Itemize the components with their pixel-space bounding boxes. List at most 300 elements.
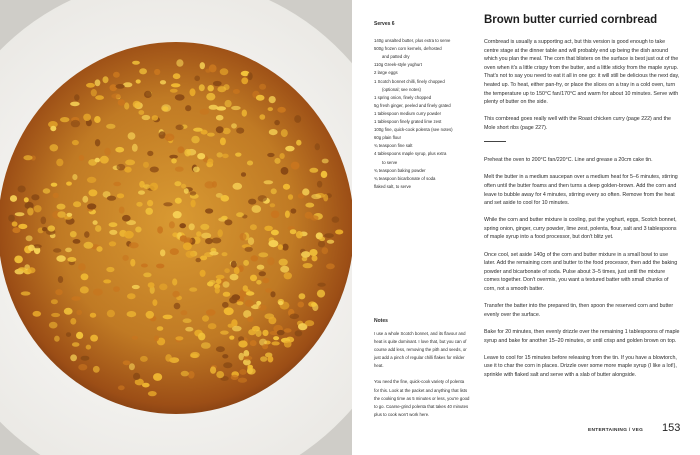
corn-kernel — [34, 205, 42, 212]
corn-kernel — [95, 225, 101, 232]
corn-kernel — [118, 99, 125, 106]
method-step: Preheat the oven to 200°C fan/220°C. Line and grease a 20cm cake tin. — [484, 157, 653, 164]
corn-kernel — [215, 287, 220, 293]
notes-section — [374, 330, 470, 427]
ingredient-line: to serve — [382, 159, 398, 165]
corn-kernel — [220, 331, 229, 335]
corn-kernel — [143, 184, 150, 189]
corn-kernel — [175, 198, 182, 204]
corn-kernel — [231, 319, 237, 327]
corn-kernel — [173, 73, 181, 79]
corn-kernel — [247, 316, 253, 322]
corn-kernel — [84, 231, 89, 238]
corn-kernel — [138, 110, 144, 115]
corn-kernel — [181, 184, 186, 189]
corn-kernel — [317, 283, 325, 287]
corn-kernel — [148, 391, 157, 396]
corn-kernel — [209, 251, 218, 255]
corn-kernel — [138, 190, 145, 194]
corn-kernel — [207, 133, 215, 137]
corn-kernel — [116, 84, 125, 89]
corn-kernel — [132, 144, 138, 152]
corn-kernel — [159, 284, 167, 291]
ingredient-line: 1 tablespoon finely grated lime zest — [374, 119, 442, 125]
corn-kernel — [239, 369, 246, 375]
corn-kernel — [296, 231, 303, 238]
corn-kernel — [321, 171, 328, 178]
corn-kernel — [174, 303, 181, 310]
corn-kernel — [178, 146, 185, 153]
corn-kernel — [305, 203, 314, 208]
corn-kernel — [156, 264, 164, 269]
corn-kernel — [198, 333, 205, 341]
corn-kernel — [136, 79, 141, 83]
corn-kernel — [133, 373, 140, 380]
corn-kernel — [217, 152, 223, 157]
corn-kernel — [181, 371, 189, 377]
corn-kernel — [83, 114, 91, 121]
corn-kernel — [113, 182, 121, 186]
corn-kernel — [74, 94, 79, 101]
corn-kernel — [312, 255, 318, 261]
corn-kernel — [93, 366, 100, 373]
corn-kernel — [81, 273, 89, 280]
corn-kernel — [248, 72, 253, 80]
method-step: Once cool, set aside 140g of the corn and butter mixture in a small bowl to use later. Add the remaining corn and butter to the food processor, then add the baking powder and bicarbonate of soda. Pulse about 3–5 times, just until the mixture comes together. Don't overmix, you want a textured batter with small chunks of corn, not a smooth batter. — [484, 251, 678, 293]
corn-kernel — [199, 84, 205, 91]
corn-kernel — [95, 139, 100, 146]
corn-kernel — [183, 242, 192, 250]
corn-kernel — [12, 227, 20, 233]
corn-kernel — [95, 158, 100, 163]
corn-kernel — [27, 267, 35, 273]
corn-kernel — [184, 149, 191, 157]
ingredient-line: 60g plain flour — [374, 135, 401, 141]
corn-kernel — [294, 115, 301, 123]
corn-kernel — [241, 77, 248, 84]
corn-kernel — [15, 212, 25, 216]
corn-kernel — [181, 310, 188, 315]
corn-kernel — [135, 227, 141, 233]
corn-kernel — [268, 107, 273, 111]
corn-kernel — [103, 279, 111, 283]
corn-kernel — [232, 326, 242, 332]
page-number: 153 — [662, 422, 681, 434]
corn-kernel — [301, 251, 310, 258]
corn-kernel — [317, 290, 325, 298]
corn-kernel — [95, 95, 104, 100]
corn-kernel — [232, 294, 241, 300]
corn-kernel — [269, 96, 276, 103]
corn-kernel — [210, 366, 216, 373]
corn-kernel — [60, 117, 69, 122]
corn-kernel — [191, 136, 199, 144]
corn-kernel — [193, 128, 203, 132]
corn-kernel — [332, 216, 340, 222]
corn-kernel — [185, 327, 193, 332]
corn-kernel — [18, 267, 26, 271]
corn-kernel — [175, 336, 183, 340]
corn-kernel — [284, 272, 292, 279]
corn-kernel — [196, 231, 201, 237]
corn-kernel — [322, 159, 329, 164]
corn-kernel — [220, 138, 226, 146]
corn-kernel — [216, 275, 225, 280]
ingredient-line: 500g frozen corn kernels, defrosted — [374, 46, 442, 52]
corn-kernel — [196, 258, 201, 262]
corn-kernel — [79, 155, 85, 161]
corn-kernel — [279, 153, 284, 159]
corn-kernel — [132, 285, 140, 289]
corn-kernel — [247, 368, 256, 375]
corn-kernel — [107, 310, 115, 317]
corn-kernel — [49, 322, 58, 329]
corn-kernel — [130, 259, 135, 267]
corn-kernel — [299, 293, 306, 299]
note-paragraph: I use a whole Scotch bonnet, and its flavour and heat is quite dominant. I love that, but you can of course add less, removing the pith and seeds, or just add a pinch of regular chilli flakes for milder heat. — [374, 331, 467, 369]
corn-kernel — [82, 196, 88, 203]
corn-kernel — [171, 158, 177, 163]
corn-kernel — [200, 224, 209, 230]
corn-kernel — [14, 256, 23, 264]
corn-kernel — [274, 120, 280, 125]
corn-kernel — [86, 83, 95, 88]
method-step: Bake for 20 minutes, then evenly drizzle over the remaining 1 tablespoons of maple syrup and bake for another 15–20 minutes, or until crisp and golden brown on top. — [484, 329, 680, 344]
corn-kernel — [150, 167, 159, 173]
notes-heading: Notes — [374, 318, 388, 324]
corn-kernel — [117, 193, 124, 198]
corn-kernel — [109, 222, 118, 227]
corn-kernel — [280, 266, 289, 273]
ingredient-line: ¾ teaspoon baking powder — [374, 167, 426, 173]
corn-kernel — [87, 203, 96, 209]
corn-kernel — [66, 213, 72, 217]
method-step: Leave to cool for 15 minutes before releasing from the tin. If you have a blowtorch, use it to char the corn in places. Drizzle over some more maple syrup (I like a lot!), sprinkle with flaked salt and serve with a slab of butter alongside. — [484, 354, 677, 378]
corn-kernel — [217, 86, 226, 92]
corn-kernel — [76, 332, 83, 339]
corn-kernel — [124, 231, 134, 239]
corn-kernel — [175, 94, 185, 100]
corn-kernel — [326, 263, 335, 269]
corn-kernel — [18, 224, 27, 229]
corn-kernel — [327, 240, 334, 244]
corn-kernel — [123, 360, 131, 365]
corn-kernel — [188, 371, 195, 379]
corn-kernel — [200, 62, 205, 69]
corn-kernel — [87, 177, 96, 183]
corn-kernel — [231, 123, 237, 128]
corn-kernel — [144, 91, 152, 98]
corn-kernel — [270, 203, 276, 207]
corn-kernel — [88, 189, 97, 196]
corn-kernel — [246, 291, 255, 295]
corn-kernel — [245, 300, 254, 307]
corn-kernel — [296, 140, 301, 146]
corn-kernel — [243, 285, 248, 291]
corn-kernel — [81, 356, 90, 361]
corn-kernel — [189, 287, 197, 291]
intro-paragraph: This cornbread goes really well with the Roast chicken curry (page 222) and the Mole short ribs (page 227). — [484, 116, 671, 131]
corn-kernel — [208, 85, 214, 91]
corn-kernel — [53, 193, 59, 199]
method-step: While the corn and butter mixture is cooling, put the yoghurt, eggs, Scotch bonnet, spring onion, ginger, curry powder, lime zest, polenta, flour, salt and 3 tablespoons of maple syrup into a food processor, but don't blitz yet. — [484, 217, 677, 241]
corn-kernel — [221, 216, 228, 220]
corn-kernel — [184, 188, 189, 194]
corn-kernel — [113, 72, 120, 78]
corn-kernel — [43, 188, 51, 193]
note-paragraph: You need the fine, quick-cook variety of polenta for this. Look at the packet and anything that lists the cooking time as 5 minutes or less, you're good to go. Coarse-grind polenta that takes 40 minutes plus to cook won't work here. — [374, 379, 470, 417]
corn-kernel — [279, 259, 288, 266]
corn-kernel — [234, 267, 240, 274]
ingredient-list — [374, 37, 466, 191]
corn-kernel — [28, 245, 35, 251]
corn-kernel — [33, 311, 42, 317]
corn-kernel — [259, 271, 266, 276]
corn-kernel — [220, 68, 229, 75]
corn-kernel — [290, 229, 297, 234]
corn-kernel — [205, 69, 210, 73]
corn-kernel — [147, 151, 153, 156]
corn-kernel — [41, 217, 47, 225]
corn-kernel — [191, 200, 196, 208]
corn-kernel — [205, 238, 213, 244]
corn-kernel — [152, 299, 157, 306]
corn-kernel — [221, 195, 230, 202]
corn-kernel — [222, 354, 228, 358]
corn-kernel — [324, 233, 334, 238]
ingredient-line: 4 tablespoons maple syrup, plus extra — [374, 151, 447, 157]
corn-kernel — [176, 125, 184, 131]
corn-kernel — [42, 227, 47, 231]
corn-kernel — [122, 215, 131, 222]
corn-kernel — [317, 181, 322, 188]
corn-kernel — [262, 278, 269, 283]
corn-kernel — [255, 330, 261, 337]
corn-kernel — [111, 93, 121, 98]
corn-kernel — [175, 167, 184, 172]
method-step: Transfer the batter into the prepared tin, then spoon the reserved corn and butter evenly over the surface. — [484, 303, 674, 318]
corn-kernel — [216, 346, 225, 352]
corn-kernel — [78, 364, 87, 370]
corn-kernel — [80, 286, 89, 293]
corn-kernel — [200, 109, 209, 115]
corn-kernel — [12, 221, 18, 226]
corn-kernel — [278, 244, 283, 250]
corn-kernel — [169, 221, 175, 228]
corn-kernel — [127, 311, 137, 317]
corn-kernel — [240, 233, 247, 241]
corn-kernel — [154, 69, 160, 75]
corn-kernel — [223, 281, 230, 287]
corn-kernel — [143, 273, 151, 278]
corn-kernel — [197, 153, 205, 159]
corn-kernel — [106, 124, 115, 129]
corn-kernel — [237, 301, 244, 305]
corn-kernel — [201, 342, 211, 349]
corn-kernel — [247, 161, 253, 166]
corn-kernel — [72, 174, 77, 180]
corn-kernel — [264, 180, 274, 184]
corn-kernel — [319, 237, 325, 241]
corn-kernel — [21, 291, 31, 295]
corn-kernel — [50, 144, 59, 151]
method-step: Melt the butter in a medium saucepan over a medium heat for 5–6 minutes, stirring often until the butter foams and then turns a deep golden-brown. Add the corn and leave to bubble away for 4 minutes, stirring every so often. Remove from the heat and set aside to cool for 10 minutes. — [484, 174, 678, 207]
corn-kernel — [176, 59, 183, 66]
corn-kernel — [106, 267, 114, 272]
corn-kernel — [186, 251, 195, 258]
corn-kernel — [277, 107, 286, 113]
corn-kernel — [72, 342, 80, 347]
corn-kernel — [141, 264, 148, 268]
corn-kernel — [90, 313, 96, 318]
corn-kernel — [309, 168, 318, 173]
corn-kernel — [258, 305, 266, 311]
corn-kernel — [109, 241, 116, 246]
corn-kernel — [238, 340, 247, 347]
corn-kernel — [103, 76, 109, 83]
corn-kernel — [248, 237, 254, 245]
corn-kernel — [142, 115, 151, 120]
corn-kernel — [94, 116, 101, 123]
corn-kernel — [278, 301, 283, 305]
corn-kernel — [251, 205, 261, 213]
corn-kernel — [208, 323, 217, 329]
corn-kernel — [172, 278, 177, 285]
corn-kernel — [86, 345, 91, 350]
corn-kernel — [335, 230, 343, 235]
corn-kernel — [159, 131, 166, 138]
corn-kernel — [277, 330, 285, 335]
corn-kernel — [230, 274, 239, 281]
ingredient-line: 2 large eggs — [374, 70, 398, 76]
corn-kernel — [24, 197, 29, 202]
corn-kernel — [274, 158, 280, 164]
corn-kernel — [27, 208, 33, 216]
corn-kernel — [129, 363, 135, 370]
corn-kernel — [23, 155, 32, 160]
corn-kernel — [57, 204, 66, 210]
corn-kernel — [117, 164, 126, 171]
corn-kernel — [218, 229, 223, 237]
corn-kernel — [216, 115, 224, 121]
corn-kernel — [271, 230, 279, 236]
ingredient-line: 110g Greek-style yoghurt — [374, 62, 422, 68]
corn-kernel — [250, 275, 257, 282]
corn-kernel — [256, 95, 265, 101]
corn-kernel — [70, 102, 80, 107]
section-label: ENTERTAINING / VEG — [588, 428, 644, 433]
corn-kernel — [76, 310, 82, 315]
corn-kernel — [148, 282, 155, 288]
corn-kernel — [206, 309, 216, 315]
corn-kernel — [273, 336, 279, 340]
corn-kernel — [18, 186, 26, 193]
corn-kernel — [183, 318, 192, 323]
corn-kernel — [70, 231, 77, 237]
corn-kernel — [55, 289, 62, 295]
corn-kernel — [271, 211, 280, 219]
corn-kernel — [165, 134, 175, 142]
corn-kernel — [145, 208, 153, 215]
corn-kernel — [202, 315, 209, 321]
corn-kernel — [165, 354, 172, 362]
corn-kernel — [71, 120, 80, 127]
corn-kernel — [95, 79, 101, 86]
ingredient-line: 140g unsalted butter, plus extra to serve — [374, 38, 451, 44]
corn-kernel — [242, 110, 247, 117]
corn-kernel — [160, 249, 165, 256]
corn-kernel — [190, 191, 196, 195]
corn-kernel — [258, 252, 268, 257]
recipe-title: Brown butter curried cornbread — [484, 14, 658, 26]
corn-kernel — [268, 317, 276, 325]
corn-kernel — [282, 244, 288, 251]
corn-kernel — [66, 182, 72, 186]
corn-kernel — [172, 291, 179, 298]
recipe-column — [484, 14, 680, 388]
corn-kernel — [132, 336, 138, 340]
serves-label: Serves 6 — [374, 21, 395, 27]
corn-kernel — [190, 352, 199, 358]
corn-kernel — [90, 335, 98, 342]
corn-kernel — [216, 371, 224, 378]
corn-kernel — [223, 292, 231, 297]
corn-kernel — [147, 200, 153, 206]
corn-kernel — [283, 184, 290, 190]
corn-kernel — [163, 315, 173, 320]
corn-kernel — [233, 89, 240, 94]
corn-kernel — [257, 265, 265, 270]
corn-kernel — [133, 101, 141, 108]
corn-kernel — [229, 336, 234, 340]
ingredient-line: flaked salt, to serve — [374, 183, 412, 189]
intro-paragraph: Cornbread is usually a supporting act, but this version is good enough to take centre stage at the dinner table and will probably end up being the dish around which you plan the meal. The corn that blisters on the surface is best just out of the oven when it's a little crispy from the butter, and a little sticky from the maple syrup. That's not to say you need to eat it all in one go: it will still be delicious the next day, heated up. To heat, either pan-fry, or place the slices on a tray in a cold oven, turn the temperature up to 150°C fan/170°C and warm for about 10 minutes. Serve with plenty of butter on the side. — [484, 39, 680, 106]
corn-kernel — [139, 68, 147, 74]
corn-kernel — [153, 373, 162, 381]
corn-kernel — [73, 201, 81, 207]
corn-kernel — [223, 128, 231, 134]
ingredients-column — [374, 20, 466, 191]
corn-kernel — [225, 100, 232, 107]
corn-kernel — [323, 194, 328, 201]
corn-kernel — [239, 353, 245, 361]
corn-kernel — [216, 126, 224, 133]
ingredient-line: and patted dry — [382, 54, 410, 60]
corn-kernel — [222, 154, 229, 159]
corn-kernel — [10, 195, 17, 202]
corn-kernel — [250, 224, 257, 230]
corn-kernel — [72, 140, 79, 145]
ingredient-line: 1 tablespoon medium curry powder — [374, 110, 442, 116]
corn-kernel — [56, 255, 65, 262]
corn-kernel — [107, 196, 116, 201]
corn-kernel — [146, 311, 154, 319]
corn-kernel — [235, 153, 241, 157]
corn-kernel — [285, 211, 290, 218]
corn-kernel — [212, 238, 222, 244]
corn-kernel — [224, 268, 230, 273]
corn-kernel — [262, 344, 268, 349]
corn-kernel — [260, 356, 267, 362]
corn-kernel — [154, 336, 159, 342]
corn-kernel — [224, 219, 232, 225]
corn-kernel — [140, 356, 148, 362]
corn-kernel — [157, 226, 163, 233]
corn-kernel — [265, 288, 272, 292]
corn-kernel — [73, 239, 81, 244]
corn-kernel — [207, 159, 213, 165]
corn-kernel — [231, 261, 237, 268]
